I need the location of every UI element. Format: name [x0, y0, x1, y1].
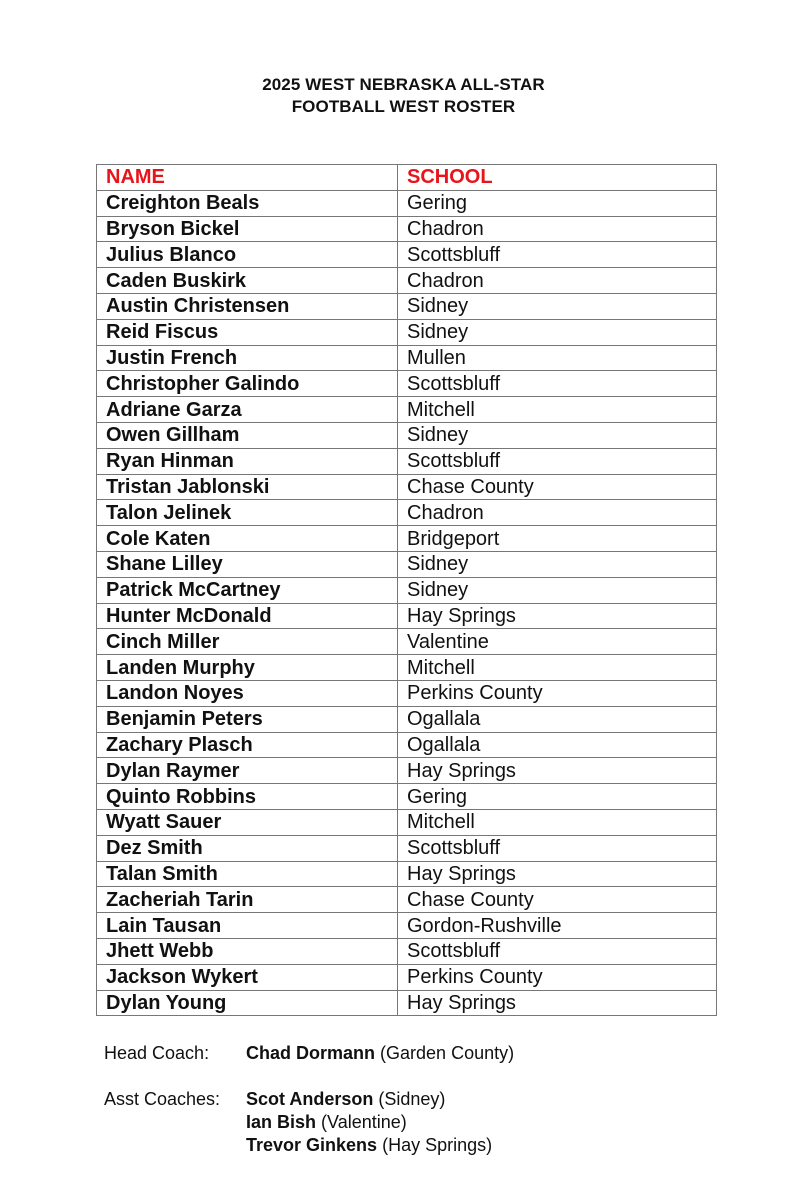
table-row [97, 680, 717, 706]
player-name: Justin French [97, 345, 398, 371]
player-school: Chadron [398, 268, 717, 294]
player-name: Benjamin Peters [97, 706, 398, 732]
table-row [97, 371, 717, 397]
table-row [97, 526, 717, 552]
player-name: Talon Jelinek [97, 500, 398, 526]
player-name: Cinch Miller [97, 629, 398, 655]
coach-school: (Valentine) [321, 1112, 407, 1132]
player-school: Sidney [398, 293, 717, 319]
roster-title [0, 74, 807, 118]
table-row [97, 887, 717, 913]
player-school: Gordon-Rushville [398, 913, 717, 939]
player-school: Mullen [398, 345, 717, 371]
player-school: Gering [398, 784, 717, 810]
table-row [97, 861, 717, 887]
head-coach-label: Head Coach: [104, 1043, 210, 1063]
school-column-header: SCHOOL [398, 165, 717, 191]
player-school: Sidney [398, 422, 717, 448]
table-row [97, 603, 717, 629]
table-row [97, 500, 717, 526]
player-school: Scottsbluff [398, 938, 717, 964]
player-name: Shane Lilley [97, 551, 398, 577]
table-row [97, 732, 717, 758]
table-row [97, 268, 717, 294]
table-row [97, 319, 717, 345]
table-row [97, 422, 717, 448]
player-name: Hunter McDonald [97, 603, 398, 629]
table-row [97, 706, 717, 732]
player-school: Sidney [398, 319, 717, 345]
player-school: Scottsbluff [398, 371, 717, 397]
player-school: Scottsbluff [398, 242, 717, 268]
coach-school: (Sidney) [378, 1089, 446, 1109]
player-school: Perkins County [398, 964, 717, 990]
player-school: Scottsbluff [398, 448, 717, 474]
player-school: Hay Springs [398, 758, 717, 784]
table-row [97, 397, 717, 423]
player-name: Patrick McCartney [97, 577, 398, 603]
player-name: Christopher Galindo [97, 371, 398, 397]
assistant-coach-entry [246, 1134, 492, 1157]
title-line-2: FOOTBALL WEST ROSTER [291, 97, 516, 116]
player-name: Wyatt Sauer [97, 809, 398, 835]
player-name: Dez Smith [97, 835, 398, 861]
table-row [97, 474, 717, 500]
player-school: Mitchell [398, 655, 717, 681]
player-school: Ogallala [398, 732, 717, 758]
roster-table-body [97, 190, 717, 1016]
name-column-header: NAME [97, 165, 398, 191]
table-row [97, 551, 717, 577]
table-row [97, 938, 717, 964]
table-row [97, 577, 717, 603]
table-row [97, 964, 717, 990]
table-row [97, 990, 717, 1016]
assistant-coach-entry [246, 1111, 492, 1134]
table-row [97, 216, 717, 242]
player-school: Gering [398, 190, 717, 216]
coach-name: Scot Anderson [246, 1089, 374, 1109]
player-school: Sidney [398, 551, 717, 577]
player-school: Bridgeport [398, 526, 717, 552]
player-name: Tristan Jablonski [97, 474, 398, 500]
player-name: Jhett Webb [97, 938, 398, 964]
player-name: Dylan Young [97, 990, 398, 1016]
table-row [97, 655, 717, 681]
player-school: Chase County [398, 887, 717, 913]
player-school: Perkins County [398, 680, 717, 706]
coach-name: Trevor Ginkens [246, 1135, 378, 1155]
assistant-coaches-label: Asst Coaches: [104, 1089, 221, 1109]
player-school: Hay Springs [398, 603, 717, 629]
coach-name: Ian Bish [246, 1112, 317, 1132]
player-name: Ryan Hinman [97, 448, 398, 474]
player-name: Landen Murphy [97, 655, 398, 681]
player-school: Ogallala [398, 706, 717, 732]
player-name: Bryson Bickel [97, 216, 398, 242]
player-school: Hay Springs [398, 861, 717, 887]
head-coach-entry [246, 1042, 514, 1065]
player-name: Reid Fiscus [97, 319, 398, 345]
player-school: Valentine [398, 629, 717, 655]
player-name: Zachary Plasch [97, 732, 398, 758]
player-school: Mitchell [398, 809, 717, 835]
assistant-coaches-list [246, 1088, 492, 1157]
player-name: Adriane Garza [97, 397, 398, 423]
player-school: Chase County [398, 474, 717, 500]
player-name: Owen Gillham [97, 422, 398, 448]
coach-school: (Hay Springs) [382, 1135, 493, 1155]
assistant-coach-entry [246, 1088, 492, 1111]
player-school: Scottsbluff [398, 835, 717, 861]
player-name: Caden Buskirk [97, 268, 398, 294]
table-header-row [97, 165, 717, 191]
player-name: Talan Smith [97, 861, 398, 887]
player-name: Dylan Raymer [97, 758, 398, 784]
player-school: Chadron [398, 500, 717, 526]
table-row [97, 345, 717, 371]
player-school: Hay Springs [398, 990, 717, 1016]
player-name: Landon Noyes [97, 680, 398, 706]
player-school: Sidney [398, 577, 717, 603]
player-school: Mitchell [398, 397, 717, 423]
player-name: Jackson Wykert [97, 964, 398, 990]
roster-table [96, 164, 717, 1016]
title-line-1: 2025 WEST NEBRASKA ALL-STAR [262, 75, 545, 94]
table-row [97, 293, 717, 319]
player-name: Quinto Robbins [97, 784, 398, 810]
table-row [97, 809, 717, 835]
player-name: Julius Blanco [97, 242, 398, 268]
player-name: Austin Christensen [97, 293, 398, 319]
table-row [97, 242, 717, 268]
table-row [97, 784, 717, 810]
table-row [97, 190, 717, 216]
player-school: Chadron [398, 216, 717, 242]
player-name: Cole Katen [97, 526, 398, 552]
table-row [97, 448, 717, 474]
table-row [97, 913, 717, 939]
player-name: Lain Tausan [97, 913, 398, 939]
coach-name: Chad Dormann [246, 1043, 376, 1063]
table-row [97, 835, 717, 861]
player-name: Creighton Beals [97, 190, 398, 216]
player-name: Zacheriah Tarin [97, 887, 398, 913]
coach-school: (Garden County) [380, 1043, 515, 1063]
table-row [97, 758, 717, 784]
table-row [97, 629, 717, 655]
